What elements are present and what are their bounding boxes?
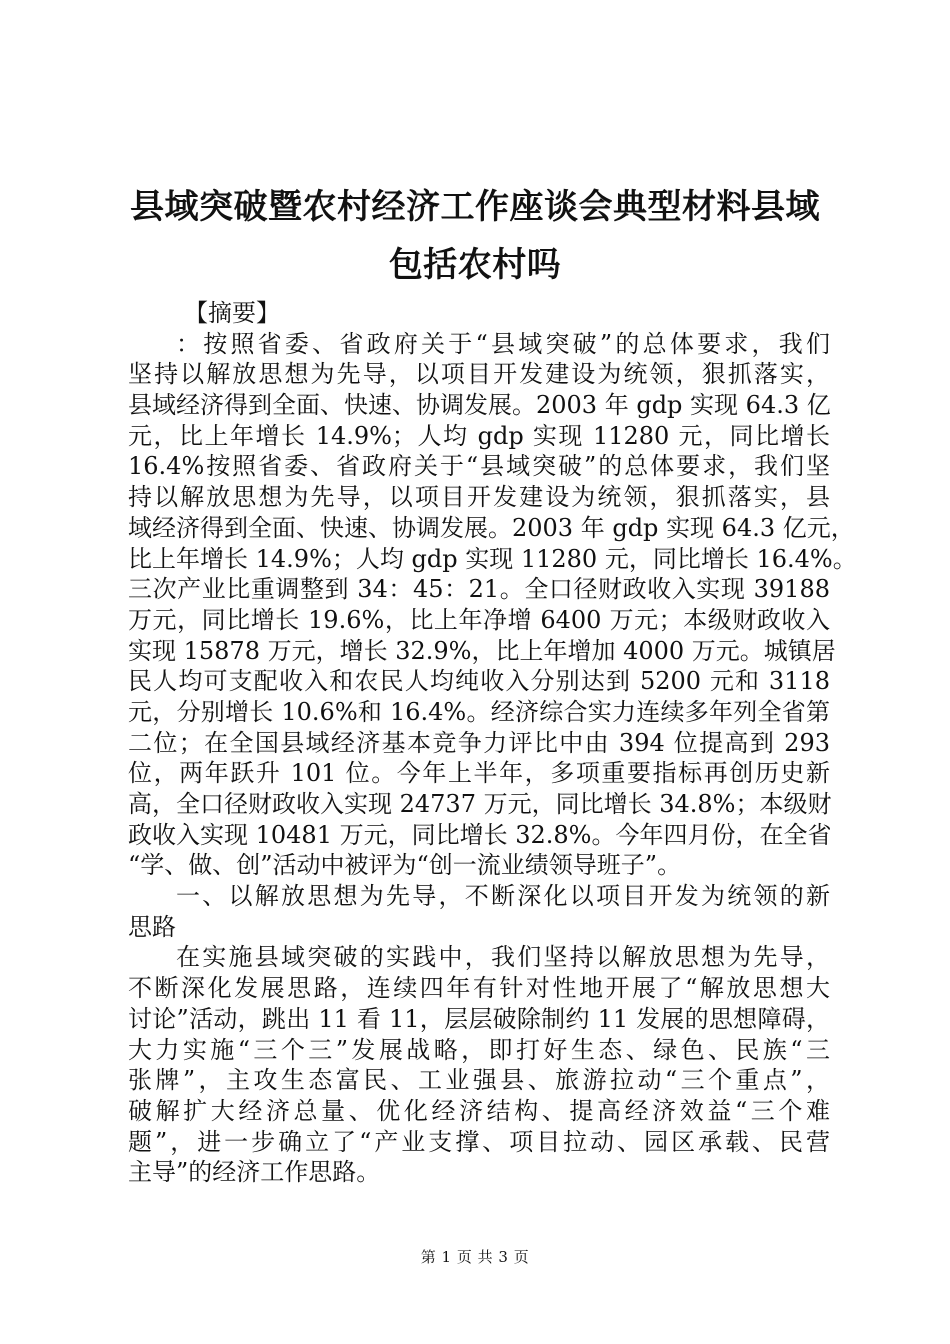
text-line: 在实施县域突破的实践中，我们坚持以解放思想为先导， [176,943,830,972]
section-1-paragraph [128,942,830,1188]
title-line-1: 县域突破暨农村经济工作座谈会典型材料县域 [130,187,820,227]
text-line: 张牌”，主攻生态富民、工业强县、旅游拉动“三个重点”， [128,1066,830,1095]
text-line: 破解扩大经济总量、优化经济结构、提高经济效益“三个难 [128,1096,830,1125]
text-line: 思路 [128,912,176,941]
text-line: 主导”的经济工作思路。 [128,1158,381,1187]
text-line: 民人均可支配收入和农民人均纯收入分别达到 5200 元和 3118 [128,667,830,696]
text-line: 不断深化发展思路，连续四年有针对性地开展了“解放思想大 [128,974,830,1003]
text-line: 二位；在全国县域经济基本竞争力评比中由 394 位提高到 293 [128,728,830,757]
text-line: 政收入实现 10481 万元，同比增长 32.8%。今年四月份，在全省 [128,820,832,849]
document-title [100,178,850,294]
text-line: 三次产业比重调整到 34：45：21。全口径财政收入实现 39188 [128,575,830,604]
text-line: 万元，同比增长 19.6%，比上年净增 6400 万元；本级财政收入 [128,605,830,634]
text-line: 元，比上年增长 14.9%；人均 gdp 实现 11280 元，同比增长 [128,421,830,450]
page-footer: 第 1 页 共 3 页 [420,1248,530,1266]
text-line: 大力实施“三个三”发展战略，即打好生态、绿色、民族“三 [128,1035,830,1064]
text-line: 县域经济得到全面、快速、协调发展。2003 年 gdp 实现 64.3 亿 [128,391,831,420]
text-line: 元，分别增长 10.6%和 16.4%。经济综合实力连续多年列全省第 [128,697,830,726]
abstract-label: 【摘要】 [184,299,280,327]
text-line: 16.4%按照省委、省政府关于“县域突破”的总体要求，我们坚 [128,452,830,481]
text-line: 实现 15878 万元，增长 32.9%，比上年增加 4000 万元。城镇居 [128,636,836,665]
text-line: 一、以解放思想为先导，不断深化以项目开发为统领的新 [176,882,830,911]
document-body [128,298,857,1188]
text-line: 题”，进一步确立了“产业支撑、项目拉动、园区承载、民营 [128,1127,830,1156]
text-line: 位，两年跃升 101 位。今年上半年，多项重要指标再创历史新 [128,759,830,788]
text-line: 高，全口径财政收入实现 24737 万元，同比增长 34.8%；本级财 [128,790,832,818]
section-heading-1 [128,881,830,942]
text-line: “学、做、创”活动中被评为“创一流业绩领导班子”。 [128,851,682,880]
text-line: 坚持以解放思想为先导，以项目开发建设为统领，狠抓落实， [128,360,830,389]
text-line: 比上年增长 14.9%；人均 gdp 实现 11280 元，同比增长 16.4%。 [128,544,857,573]
text-line: 持以解放思想为先导，以项目开发建设为统领，狠抓落实，县 [128,483,830,512]
text-line: 域经济得到全面、快速、协调发展。2003 年 gdp 实现 64.3 亿元， [128,513,855,542]
text-line: 讨论”活动，跳出 11 看 11，层层破除制约 11 发展的思想障碍， [128,1004,830,1033]
abstract-paragraph [128,329,857,881]
title-line-2: 包括农村吗 [388,245,562,285]
text-line: ：按照省委、省政府关于“县域突破”的总体要求，我们 [176,329,830,358]
